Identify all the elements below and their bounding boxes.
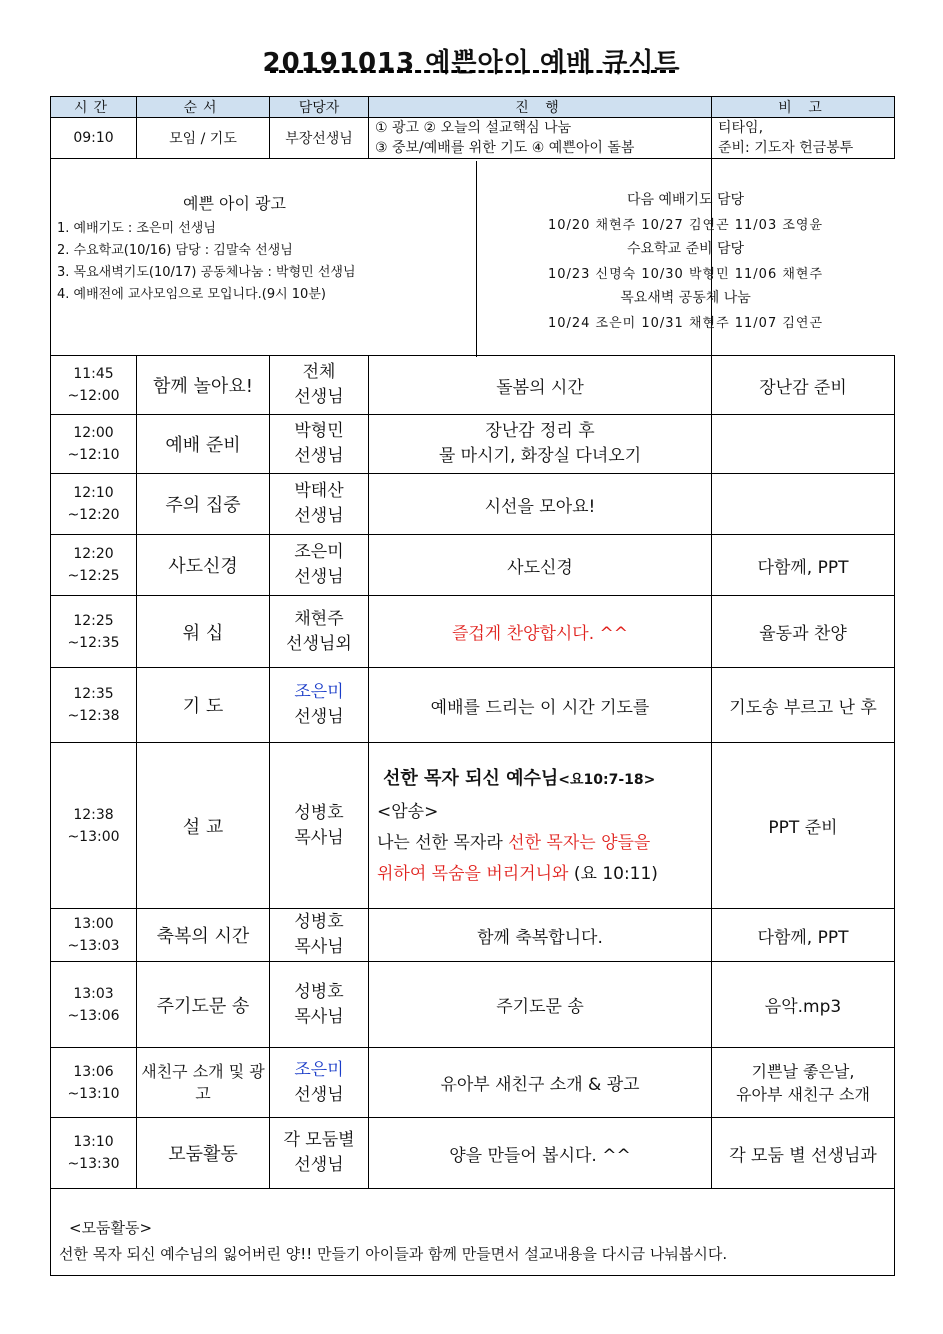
duty-schedule-box [476,161,894,357]
schedule-progress: 함께 축복합니다. [369,909,712,962]
footer-cell [51,1189,895,1276]
schedule-row [51,474,895,535]
schedule-order: 주의 집중 [137,474,270,535]
schedule-order: 예배 준비 [137,415,270,474]
schedule-person: 박형민 선생님 [270,415,369,474]
schedule-note [712,474,895,535]
schedule-progress: 주기도문 송 [369,962,712,1048]
schedule-time: 12:20 ~12:25 [51,535,137,596]
footer-row [51,1189,895,1276]
schedule-time: 13:03 ~13:06 [51,962,137,1048]
schedule-order: 모둠활동 [137,1118,270,1189]
schedule-person: 채현주 선생님외 [270,596,369,668]
schedule-row [51,415,895,474]
header-person: 담당자 [270,97,369,118]
schedule-time: 11:45 ~12:00 [51,356,137,415]
schedule-row [51,596,895,668]
schedule-note: 기쁜날 좋은날, 유아부 새친구 소개 [712,1048,895,1118]
sermon-reference: <요10:7-18> [558,771,656,788]
schedule-person: 조은미 선생님 [270,668,369,743]
gathering-time: 09:10 [51,118,137,159]
school-duty-title: 수요학교 준비 담당 [626,241,745,257]
schedule-progress: 유아부 새친구 소개 & 광고 [369,1048,712,1118]
schedule-order: 기 도 [137,668,270,743]
schedule-row [51,356,895,415]
sermon-verse-cont: 위하여 목숨을 버리거니와 (요 10:11) [377,863,658,884]
schedule-person: 전체 선생님 [270,356,369,415]
sermon-title: 선한 목자 되신 예수님<요10:7-18> [383,767,656,789]
schedule-note: 각 모둠 별 선생님과 [712,1118,895,1189]
schedule-time: 12:00 ~12:10 [51,415,137,474]
schedule-row [51,743,895,909]
schedule-order: 축복의 시간 [137,909,270,962]
schedule-order: 새친구 소개 및 광고 [137,1048,270,1118]
gathering-note-line2: 준비: 기도자 헌금봉투 [718,140,854,156]
schedule-time: 12:25 ~12:35 [51,596,137,668]
gathering-note [712,118,895,159]
announcement-title: 예쁜 아이 광고 [183,194,286,213]
footer-label: <모둠활동> [69,1219,153,1237]
gathering-row [51,118,895,159]
schedule-order: 사도신경 [137,535,270,596]
schedule-order: 워 십 [137,596,270,668]
schedule-person: 성병호 목사님 [270,743,369,909]
schedule-progress: 시선을 모아요! [369,474,712,535]
schedule-time: 12:10 ~12:20 [51,474,137,535]
schedule-progress: 즐겁게 찬양합시다. ^^ [369,596,712,668]
dawn-duty-title: 목요새벽 공동체 나눔 [620,290,751,306]
schedule-note [712,415,895,474]
schedule-note: 율동과 찬양 [712,596,895,668]
title-underline [270,70,675,77]
schedule-note: 장난감 준비 [712,356,895,415]
sermon-verse: 나는 선한 목자라 선한 목자는 양들을 [377,832,651,853]
schedule-time: 13:06 ~13:10 [51,1048,137,1118]
gathering-person: 부장선생님 [270,118,369,159]
schedule-note: 다함께, PPT [712,535,895,596]
page-title: 20191013 예쁜아이 예배 큐시트 [262,48,681,78]
schedule-note: 기도송 부르고 난 후 [712,668,895,743]
header-time: 시간 [51,97,137,118]
gathering-progress-line2: ③ 중보/예배를 위한 기도 ④ 예쁜아이 돌봄 [375,140,635,156]
schedule-person: 박태산 선생님 [270,474,369,535]
schedule-row [51,1118,895,1189]
schedule-row [51,535,895,596]
prayer-duty-line: 10/20 채현주 10/27 김연곤 11/03 조영윤 [547,218,824,233]
gathering-note-line1: 티타임, [718,120,764,136]
header-progress: 진 행 [369,97,712,118]
schedule-person: 성병호 목사님 [270,962,369,1048]
announcement-item: 1. 예배기도 : 조은미 선생님 [57,221,216,236]
schedule-order: 설 교 [137,743,270,909]
footer-text: 선한 목자 되신 예수님의 잃어버린 양!! 만들기 아이들과 함께 만들면서 설교내용을 다시금 나눠봅시다. [59,1245,728,1263]
schedule-order: 주기도문 송 [137,962,270,1048]
sermon-recite-label: <암송> [377,801,439,822]
announcement-item: 4. 예배전에 교사모임으로 모입니다.(9시 10분) [57,287,326,302]
prayer-duty-title: 다음 예배기도 담당 [626,192,745,208]
gathering-progress-line1: ① 광고 ② 오늘의 설교핵심 나눔 [375,120,572,136]
dawn-duty-line: 10/24 조은미 10/31 채현주 11/07 김연곤 [547,316,824,331]
schedule-row [51,962,895,1048]
schedule-note: 음악.mp3 [712,962,895,1048]
schedule-time: 12:38 ~13:00 [51,743,137,909]
schedule-row [51,1048,895,1118]
announcement-item: 2. 수요학교(10/16) 담당 : 김말숙 선생님 [57,243,293,258]
gathering-order: 모임 / 기도 [137,118,270,159]
gathering-progress [369,118,712,159]
schedule-note: PPT 준비 [712,743,895,909]
school-duty-line: 10/23 신명숙 10/30 박형민 11/06 채현주 [547,267,824,282]
schedule-progress: 사도신경 [369,535,712,596]
header-note: 비 고 [712,97,895,118]
schedule-time: 12:35 ~12:38 [51,668,137,743]
schedule-order: 함께 놀아요! [137,356,270,415]
announcement-list [57,218,356,306]
schedule-progress: 장난감 정리 후 물 마시기, 화장실 다녀오기 [369,415,712,474]
schedule-row [51,668,895,743]
schedule-row [51,909,895,962]
schedule-progress: 돌봄의 시간 [369,356,712,415]
schedule-person: 조은미 선생님 [270,535,369,596]
schedule-time: 13:10 ~13:30 [51,1118,137,1189]
schedule-person: 조은미 선생님 [270,1048,369,1118]
schedule-person: 각 모둠별 선생님 [270,1118,369,1189]
announcement-item: 3. 목요새벽기도(10/17) 공동체나눔 : 박형민 선생님 [57,265,356,280]
schedule-person: 성병호 목사님 [270,909,369,962]
sermon-cell [369,743,712,909]
header-order: 순서 [137,97,270,118]
schedule-note: 다함께, PPT [712,909,895,962]
schedule-progress: 예배를 드리는 이 시간 기도를 [369,668,712,743]
schedule-progress: 양을 만들어 봅시다. ^^ [369,1118,712,1189]
table-header [51,97,895,118]
schedule-time: 13:00 ~13:03 [51,909,137,962]
